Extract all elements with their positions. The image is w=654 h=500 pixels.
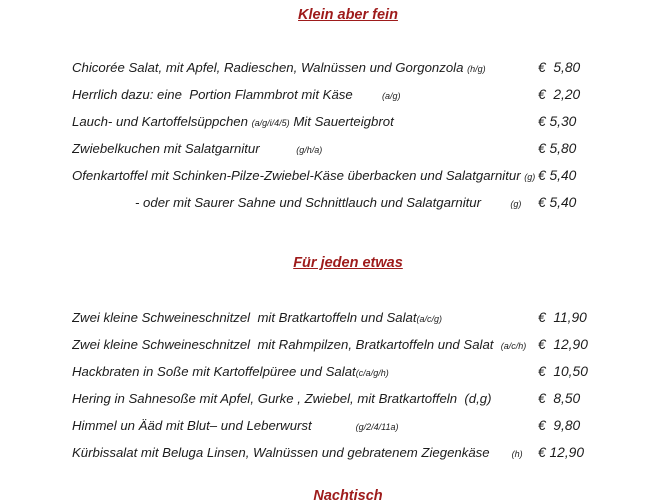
menu-item-price: € 2,20 [538,87,581,102]
menu-item-text: Ofenkartoffel mit Schinken-Pilze-Zwiebel-Käse überbacken und Salatgarnitur (g) [72,168,536,183]
menu-item-row [72,385,624,412]
menu-item-text: Herrlich dazu: eine Portion Flammbrot mit Käse (a/g) [72,87,401,102]
menu-item-price: € 10,50 [538,364,588,379]
menu-item-text: Kürbissalat mit Beluga Linsen, Walnüssen und gebratenem Ziegenkäse (h) [72,445,523,460]
menu-item-row [72,108,624,135]
menu-item-price: € 8,50 [538,391,581,406]
menu-item-price: € 12,90 [538,445,585,460]
menu-item-price: € 5,40 [538,195,577,210]
menu-item-price: € 5,40 [538,168,577,183]
allergen-code: (a/g) [382,91,401,101]
menu-item-row [72,189,624,216]
menu-item-text: Zwei kleine Schweineschnitzel mit Bratkartoffeln und Salat(a/c/g) [72,310,443,325]
menu-item-price: € 5,30 [538,114,577,129]
menu-item-text: Zwiebelkuchen mit Salatgarnitur (g/h/a) [72,141,323,156]
menu-section-nachtisch [72,487,624,500]
allergen-code: (h) [511,449,523,459]
menu-item-row [72,439,624,466]
allergen-code: (g) [510,199,522,209]
allergen-code: (g/h/a) [296,145,323,155]
menu-item-text: Himmel un Ääd mit Blut– und Leberwurst (g/2/4/11a) [72,418,399,433]
menu-item-row [72,304,624,331]
section-title: Für jeden etwas [293,255,403,271]
menu-item-row [72,358,624,385]
menu-section-klein-aber-fein [72,6,624,216]
menu-item-text: Lauch- und Kartoffelsüppchen (a/g/i/4/5) Mit Sauerteigbrot [72,114,394,129]
menu-item-list [72,54,624,216]
menu-item-text: Zwei kleine Schweineschnitzel mit Rahmpilzen, Bratkartoffeln und Salat (a/c/h) [72,337,527,352]
menu-item-text: Hackbraten in Soße mit Kartoffelpüree und Salat(c/a/g/h) [72,364,389,379]
menu-item-row [72,331,624,358]
section-title: Klein aber fein [298,7,398,23]
allergen-code: (h/g) [467,64,486,74]
menu-item-price: € 11,90 [538,310,587,325]
allergen-code: (a/c/h) [500,341,527,351]
allergen-code: (a/c/g) [416,314,443,324]
menu-item-text: Chicorée Salat, mit Apfel, Radieschen, Walnüssen und Gorgonzola (h/g) [72,60,486,75]
allergen-code: (a/g/i/4/5) [251,118,290,128]
menu-section-fuer-jeden-etwas [72,254,624,466]
menu-item-row [72,54,624,81]
section-title: Nachtisch [313,488,383,500]
menu-item-row [72,135,624,162]
menu-item-text: - oder mit Saurer Sahne und Schnittlauch und Salatgarnitur (g) [135,195,522,210]
menu-item-list [72,304,624,466]
allergen-code: (c/a/g/h) [355,368,389,378]
menu-item-text: Hering in Sahnesoße mit Apfel, Gurke , Zwiebel, mit Bratkartoffeln (d,g) [72,391,492,406]
allergen-code: (g/2/4/11a) [355,422,399,432]
menu-item-row [72,81,624,108]
menu-item-row [72,162,624,189]
menu-item-price: € 12,90 [538,337,588,352]
menu-item-price: € 9,80 [538,418,581,433]
menu-item-row [72,412,624,439]
menu-item-price: € 5,80 [538,60,581,75]
allergen-code: (g) [524,172,536,182]
menu-item-price: € 5,80 [538,141,577,156]
